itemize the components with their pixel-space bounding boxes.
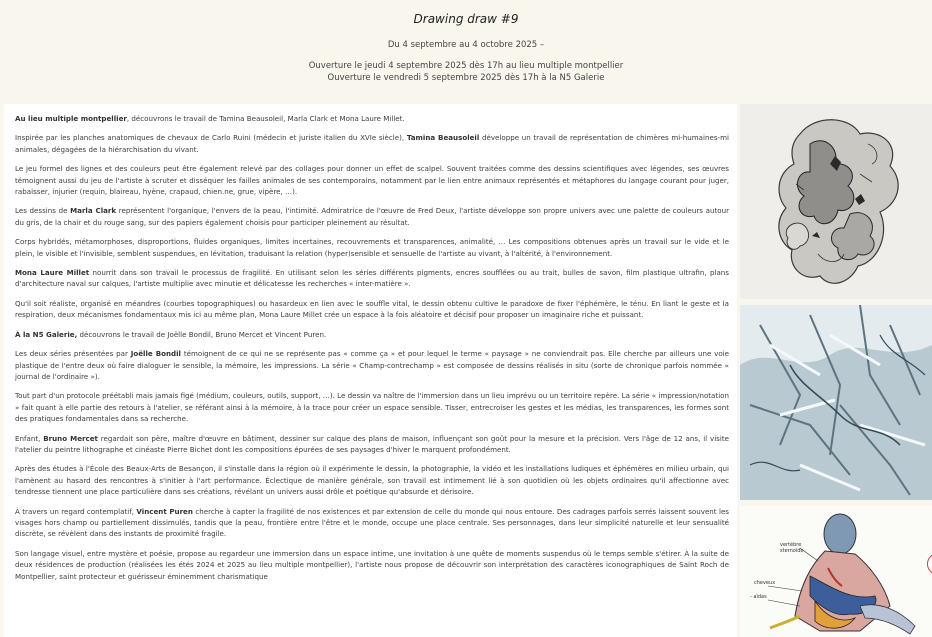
annotation-2: cheveux — [754, 580, 776, 586]
paragraph-10: Tout part d'un protocole préétabli mais jamais figé (médium, couleurs, outils, support, …). Le dessin va naître de l'immersion dans un lieu imprévu ou un territoire repère. La série « impression/notation » fait quant à elle partie des retours à l'atelier, se référant ainsi à la mémoire, à la trace pour créer un espace sensible. Tisser, entrecroiser les gestes et les médias, les transparences, les formes sont des pratiques fondamentales dans sa recherche. — [15, 391, 729, 424]
venue-name: À la N5 Galerie, — [15, 329, 78, 339]
artwork-drawing-2 — [740, 305, 932, 500]
page-title: Drawing draw #9 — [413, 12, 519, 26]
artwork-image-3[interactable] — [740, 506, 932, 637]
artist-name: Vincent Puren — [136, 506, 193, 516]
venue-name: Au lieu multiple montpellier — [15, 114, 127, 123]
paragraph-6: Mona Laure Millet nourrit dans son travail le processus de fragilité. En utilisant selon les séries différents pigments, encres soufflées ou au trait, bulles de savon, film plastique ultrafin, plans d'architecture naval sur calques, l'artiste multiplie avec minutie et délicatesse les recherches « inter-matière ». — [15, 268, 729, 289]
artwork-gallery — [740, 104, 932, 637]
exhibition-dates: Du 4 septembre au 4 octobre 2025 – — [387, 40, 545, 50]
annotation-1b: sternoïde — [780, 548, 804, 554]
paragraph-12: Après des études à l'École des Beaux-Arts de Besançon, il s'installe dans la région où il expérimente le dessin, la photographie, la vidéo et les installations ludiques et éphémères en milieu urbain, qui l'amènent au hasard des rencontres à s'initier à l'art performance. Éclectique de manière générale, son travail est intimement lié à son quotidien où les objets ordinaires qu'il affectionne avec tendresse tiennent une place particulière dans ses créations, révélant un univers aussi drôle et poétique qu'absurde et dérisoire. — [15, 464, 729, 497]
artist-name: Bruno Mercet — [43, 433, 98, 443]
paragraph-5: Corps hybridés, métamorphoses, disproportions, fluides organiques, limites incertaines, recouvrements et transparences, animalité, … Les compositions obtenues après un travail sur le vide et le plein, le visible et l'invisible, semblent suspendues, en lévitation, traduisant la relation (hyper)sensible et sensuelle de l'artiste au vivant, à l'altérité, à l'environnement. — [15, 237, 729, 258]
artwork-image-2[interactable] — [740, 305, 932, 500]
artwork-drawing-1 — [740, 104, 932, 299]
artist-name: Joëlle Bondil — [130, 349, 181, 359]
artist-name: Tamina Beausoleil — [406, 133, 480, 143]
annotation-3: - aïdas — [750, 594, 767, 600]
paragraph-11: Enfant, Bruno Mercet regardait son père, maître d'œuvre en bâtiment, dessiner sur calque des plans de maison, influençant son goût pour la mesure et la précision. Vers l'âge de 12 ans, il visite l'atelier du peintre lithographe et cinéaste Pierre Bichet dont les compositions épurées de ses paysages d'hiver le marquent profondément. — [15, 433, 729, 454]
opening-line-1: Ouverture le jeudi 4 septembre 2025 dès 17h au lieu multiple montpellier — [308, 61, 624, 71]
artist-name: Mona Laure Millet — [15, 268, 90, 278]
paragraph-3: Le jeu formel des lignes et des couleurs peut être également relevé par des collages pour donner un effet de scalpel. Souvent traitées comme des dessins scientifiques avec légendes, ses œuvres témoignent aussi du jeu de l'artiste à scruter et disséquer les failles animales de ses contemporains, notamment par le lien entre animaux représentés et métaphores du langage courant pour juger, rabaisser, injurier (requin, blaireau, hyène, crapaud, chien.ne, grue, vipère, …). — [15, 164, 729, 197]
opening-times — [0, 60, 932, 84]
paragraph-1: Au lieu multiple montpellier, découvrons le travail de Tamina Beausoleil, Marla Clark et Mona Laure Millet. — [15, 114, 405, 123]
artist-name: Marla Clark — [70, 206, 117, 216]
paragraph-4: Les dessins de Marla Clark représentent l'organique, l'envers de la peau, l'intimité. Admiratrice de l'œuvre de Fred Deux, l'artiste développe son propre univers avec une palette de couleurs autour du gris, de la chair et du rouge sang, sur des papiers également choisis pour participer pleinement au résultat. — [15, 206, 729, 227]
annotation-1: vertèbre — [780, 542, 802, 548]
paragraph-13: À travers un regard contemplatif, Vincent Puren cherche à capter la fragilité de nos existences et par extension de celle du monde qui nous entoure. Des cadrages parfois serrés laissent souvent les visages hors champ ou partiellement dissimulés, tandis que la peau, frontière entre l'être et le monde, occupe une place centrale. Ses personnages, dans leur simplicité naturelle et leur sensualité discrète, se révèlent dans des instants de proximité fragile. — [15, 506, 729, 539]
artwork-drawing-3 — [740, 506, 932, 637]
paragraph-2: Inspirée par les planches anatomiques de chevaux de Carlo Ruini (médecin et juriste italien du XVIe siècle), Tamina Beausoleil développe un travail de représentation de chimères mi-humaines-mi animales, dégagées de la hiérarchisation du vivant. — [15, 133, 729, 154]
opening-line-2: Ouverture le vendredi 5 septembre 2025 dès 17h à la N5 Galerie — [327, 73, 605, 83]
artwork-image-1[interactable] — [740, 104, 932, 299]
paragraph-7: Qu'il soit réaliste, organisé en méandres (courbes topographiques) ou hasardeux en lien avec le souffle vital, le dessin obtenu cultive le paradoxe de fixer l'éphémère, le ténu. En liant le geste et la respiration, deux mécanismes fondamentaux mis ici au même plan, Mona Laure Millet crée un espace à la fois aléatoire et décisif pour proposer un imaginaire riche et puissant. — [15, 298, 729, 320]
paragraph-8: À la N5 Galerie, découvrons le travail de Joëlle Bondil, Bruno Mercet et Vincent Puren. — [15, 329, 327, 339]
paragraph-14: Son langage visuel, entre mystère et poésie, propose au regardeur une immersion dans un espace intime, une invitation à une quête de moments suspendus où le temps semble s'étirer. À la suite de deux résidences de production (réalisées les étés 2024 et 2025 au lieu multiple montpellier), l'artiste nous propose de découvrir son interprétation des caractères iconographiques de Saint Roch de Montpellier, saint protecteur et guérisseur éminemment charismatique — [15, 548, 729, 581]
article-body — [4, 104, 737, 637]
paragraph-9: Les deux séries présentées par Joëlle Bondil témoignent de ce qui ne se représente pas « comme ça » et pour lequel le terme « paysage » ne conviendrait pas. Elle cherche par ailleurs une voie plastique de l'entre deux où faire dialoguer le sensible, la mémoire, les impressions. La série « Champ-contrechamp » est composée de dessins réalisés in situ (sorte de chronique parfois nommée « journal de l'ordinaire »). — [15, 349, 729, 381]
exhibition-header — [0, 0, 932, 104]
